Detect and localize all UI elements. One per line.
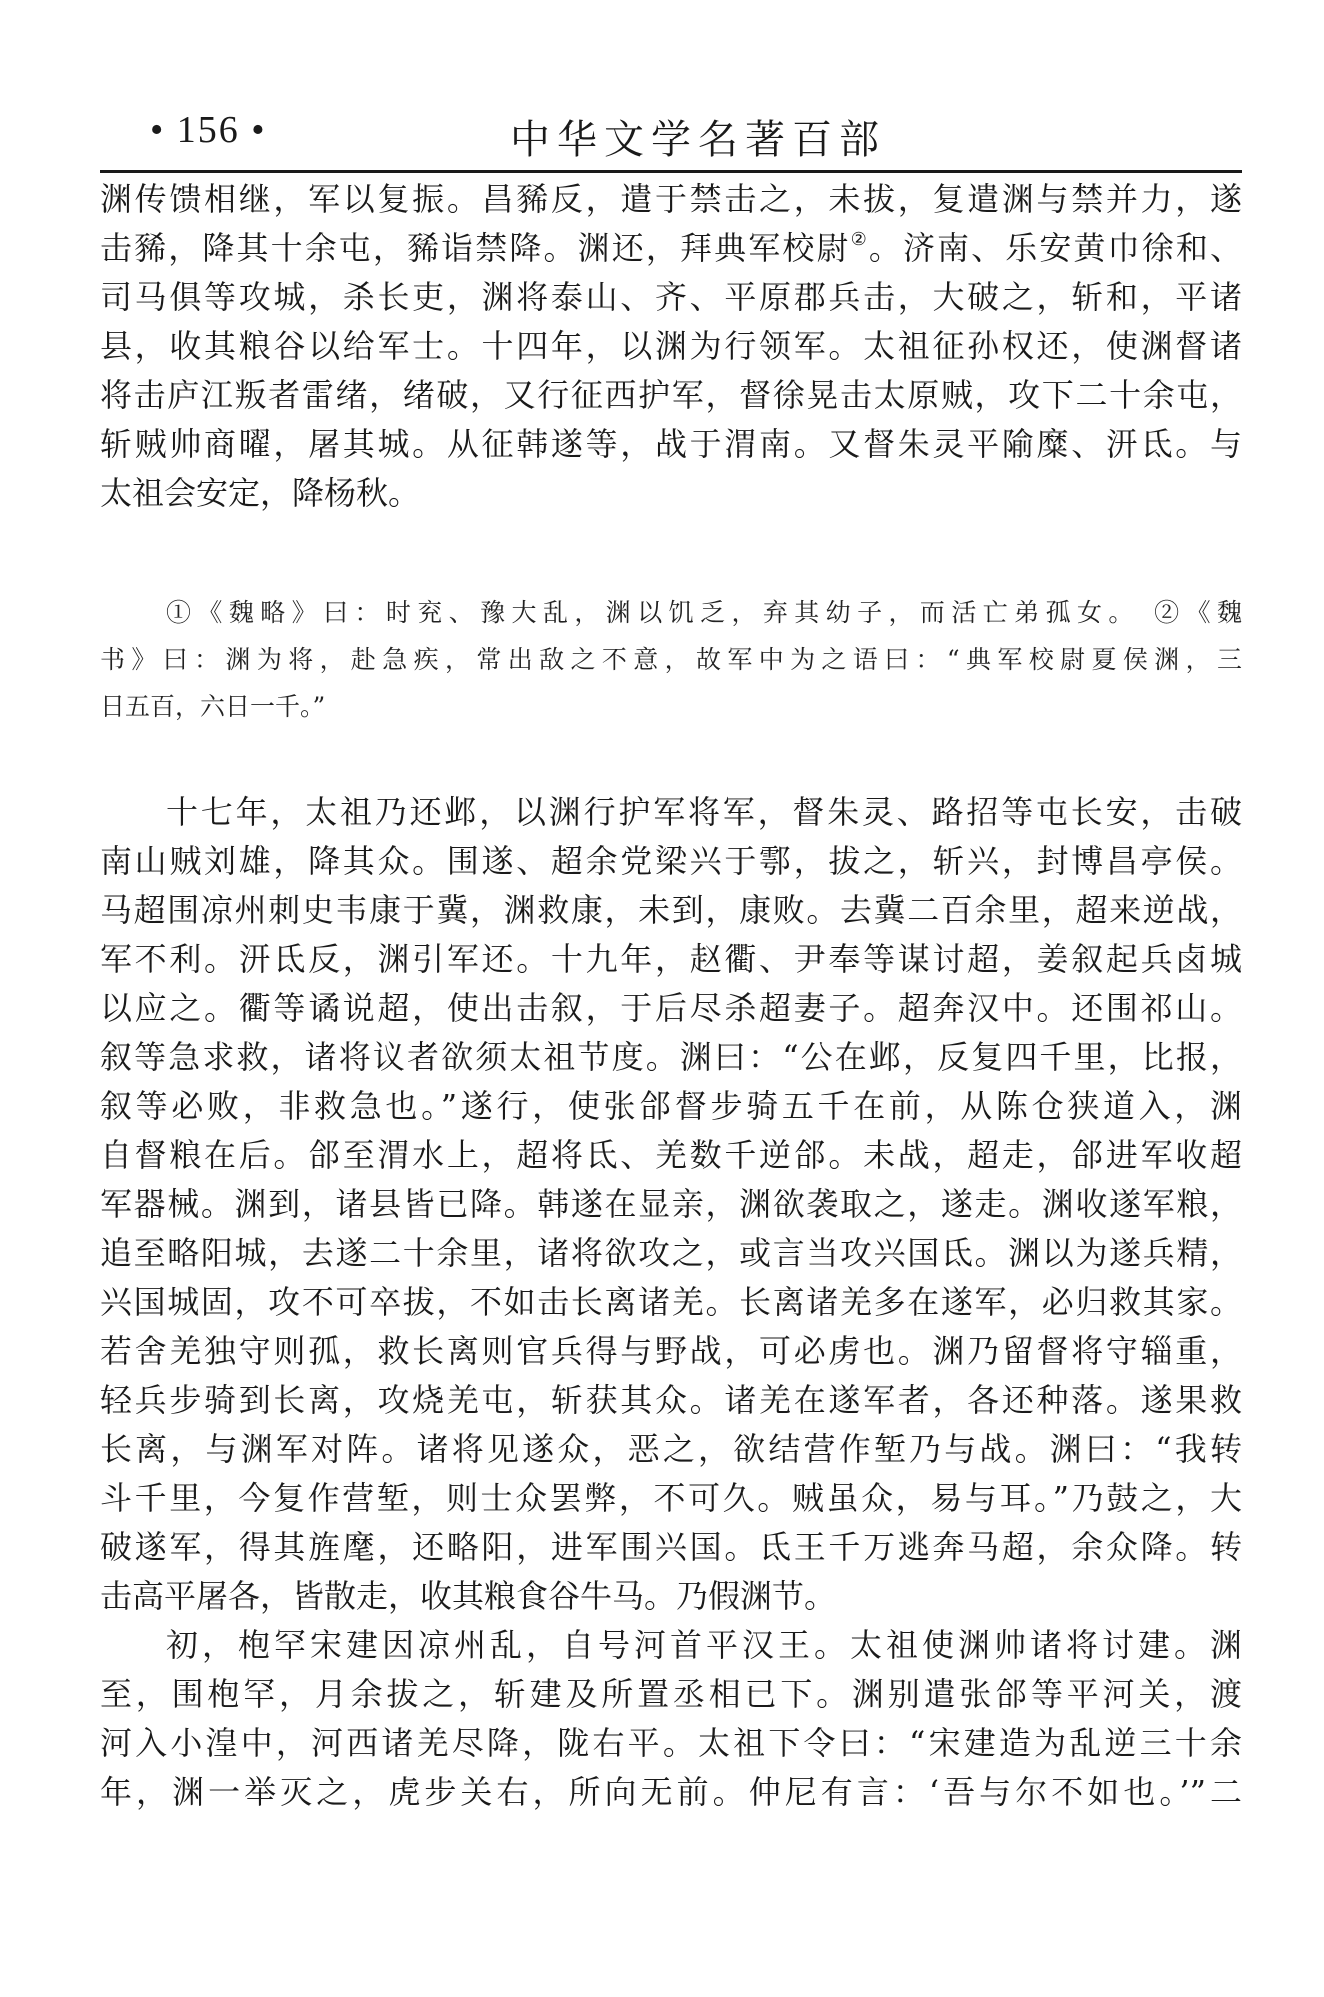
text-line: 马超围凉州刺史韦康于冀，渊救康，未到，康败。去冀二百余里，超来逆战， bbox=[100, 891, 1242, 929]
text-line: 轻兵步骑到长离，攻烧羌屯，斩获其众。诸羌在遂军者，各还种落。遂果救 bbox=[100, 1381, 1242, 1419]
text-line: 若舍羌独守则孤，救长离则官兵得与野战，可必虏也。渊乃留督将守辎重， bbox=[100, 1332, 1242, 1370]
footnote-marker: ② bbox=[850, 229, 869, 250]
text-line: 至，围枹罕，月余拔之，斩建及所置丞相已下。渊别遣张郃等平河关，渡 bbox=[100, 1675, 1242, 1713]
text-line: 渊传馈相继，军以复振。昌豨反，遣于禁击之，未拔，复遣渊与禁并力，遂 bbox=[100, 180, 1242, 218]
book-title: 中华文学名著百部 bbox=[510, 117, 886, 163]
text-line: 击高平屠各，皆散走，收其粮食谷牛马。乃假渊节。 bbox=[100, 1577, 837, 1615]
text-line: 追至略阳城，去遂二十余里，诸将欲攻之，或言当攻兴国氐。渊以为遂兵精， bbox=[100, 1234, 1242, 1272]
text-line bbox=[100, 224, 1242, 273]
footnote-line: ①《魏略》曰：时兖、豫大乱，渊以饥乏，弃其幼子，而活亡弟孤女。 ②《魏 bbox=[166, 598, 1242, 627]
text-line: 长离，与渊军对阵。诸将见遂众，恶之，欲结营作堑乃与战。渊曰：“我转 bbox=[100, 1430, 1242, 1468]
text-line: 自督粮在后。郃至渭水上，超将氐、羌数千逆郃。未战，超走，郃进军收超 bbox=[100, 1136, 1242, 1174]
paragraph-1 bbox=[100, 175, 1242, 518]
footnotes bbox=[100, 589, 1242, 730]
text-line: 县，收其粮谷以给军士。十四年，以渊为行领军。太祖征孙权还，使渊督诸 bbox=[100, 327, 1242, 365]
text-line: 破遂军，得其旌麾，还略阳，进军围兴国。氐王千万逃奔马超，余众降。转 bbox=[100, 1528, 1242, 1566]
text-line: 以应之。衢等谲说超，使出击叙，于后尽杀超妻子。超奔汉中。还围祁山。 bbox=[100, 989, 1242, 1027]
text-line: 叙等急求救，诸将议者欲须太祖节度。渊曰：“公在邺，反复四千里，比报， bbox=[100, 1038, 1242, 1076]
text-span: 击豨，降其十余屯，豨诣禁降。渊还，拜典军校尉 bbox=[100, 229, 851, 267]
footnote-line: 书》曰：渊为将，赴急疾，常出敌之不意，故军中为之语曰：“典军校尉夏侯渊，三 bbox=[100, 645, 1242, 674]
text-line: 兴国城固，攻不可卒拔，不如击长离诸羌。长离诸羌多在遂军，必归救其家。 bbox=[100, 1283, 1242, 1321]
text-span: 。济南、乐安黄巾徐和、 bbox=[868, 229, 1242, 267]
text-line: 河入小湟中，河西诸羌尽降，陇右平。太祖下令曰：“宋建造为乱逆三十余 bbox=[100, 1724, 1242, 1762]
footnote-line: 日五百，六日一千。” bbox=[100, 692, 326, 721]
text-line: 将击庐江叛者雷绪，绪破，又行征西护军，督徐晃击太原贼，攻下二十余屯， bbox=[100, 376, 1242, 414]
text-line: 年，渊一举灭之，虎步关右，所向无前。仲尼有言：‘吾与尔不如也。’”二 bbox=[100, 1773, 1242, 1811]
text-line: 军器械。渊到，诸县皆已降。韩遂在显亲，渊欲袭取之，遂走。渊收遂军粮， bbox=[100, 1185, 1242, 1223]
text-line: 太祖会安定，降杨秋。 bbox=[100, 474, 421, 512]
text-line: 斗千里，今复作营堑，则士众罢弊，不可久。贼虽众，易与耳。”乃鼓之，大 bbox=[100, 1479, 1242, 1517]
text-line: 司马俱等攻城，杀长吏，渊将泰山、齐、平原郡兵击，大破之，斩和，平诸 bbox=[100, 278, 1242, 316]
header-rule bbox=[100, 170, 1242, 173]
text-line: 斩贼帅商曜，屠其城。从征韩遂等，战于渭南。又督朱灵平隃糜、汧氐。与 bbox=[100, 425, 1242, 463]
page-number: • 156 • bbox=[150, 109, 267, 151]
text-line: 南山贼刘雄，降其众。围遂、超余党梁兴于鄠，拔之，斩兴，封博昌亭侯。 bbox=[100, 842, 1242, 880]
text-line: 叙等必败，非救急也。”遂行，使张郃督步骑五千在前，从陈仓狭道入，渊 bbox=[100, 1087, 1242, 1125]
text-line: 初，枹罕宋建因凉州乱，自号河首平汉王。太祖使渊帅诸将讨建。渊 bbox=[166, 1626, 1242, 1664]
text-line: 军不利。汧氐反，渊引军还。十九年，赵衢、尹奉等谋讨超，姜叙起兵卤城 bbox=[100, 940, 1242, 978]
paragraph-2 bbox=[100, 788, 1242, 1817]
text-line: 十七年，太祖乃还邺，以渊行护军将军，督朱灵、路招等屯长安，击破 bbox=[166, 793, 1242, 831]
